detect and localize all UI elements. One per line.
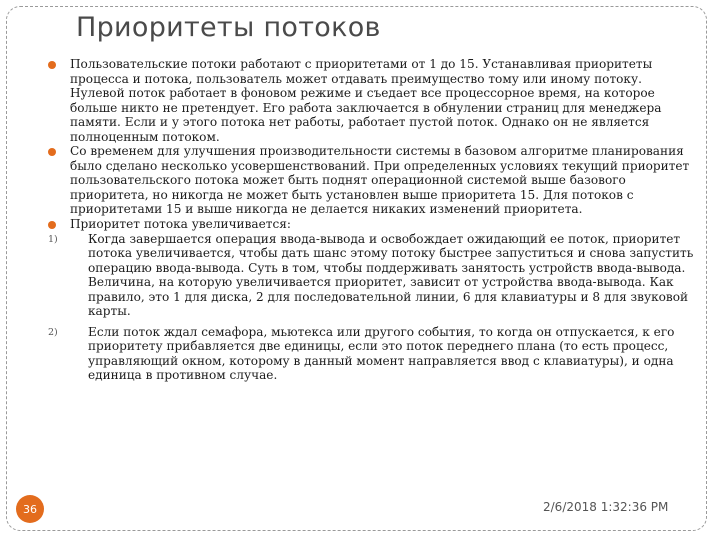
bullet-text: Приоритет потока увеличивается: (70, 217, 291, 232)
bullet-dot-icon (48, 148, 56, 156)
bullet-text: Пользовательские потоки работают с приоритетами от 1 до 15. Устанавливая приоритеты процесса и потока, пользователь может отдавать преимущество тому или иному потоку. Нулевой поток работает в фоновом режиме и съедает все процессорное время, на которое больше никто не претендует. Его работа заключается в обнулении страниц для менеджера памяти. Если и у этого потока нет работы, работает пустой поток. Однако он не является полноценным потоком. (70, 57, 662, 144)
bullet-item (46, 144, 694, 217)
bullet-item (46, 217, 694, 232)
numbered-item (46, 232, 694, 319)
item-text: Когда завершается операция ввода-вывода и освобождает ожидающий ее поток, приоритет потока увеличивается, чтобы дать шанс этому потоку быстрее запуститься и снова запустить операцию ввода-вывода. Суть в том, чтобы поддерживать занятость устройств ввода-вывода. Величина, на которую увеличивается приоритет, зависит от устройства ввода-вывода. Как правило, это 1 для диска, 2 для последовательной линии, 6 для клавиатуры и 8 для звуковой карты. (88, 231, 694, 319)
slide-title: Приоритеты потоков (76, 12, 381, 43)
bullet-item (46, 57, 694, 144)
bullet-dot-icon (48, 221, 56, 229)
item-number: 2) (48, 326, 58, 338)
slide-content (46, 57, 694, 383)
slide-date: 2/6/2018 1:32:36 PM (543, 500, 669, 514)
numbered-item (46, 325, 694, 383)
item-text: Если поток ждал семафора, мьютекса или другого события, то когда он отпускается, к его приоритету прибавляется две единицы, если это поток переднего плана (то есть процесс, управляющий окном, которому в данный момент направляется ввод с клавиатуры), и одна единица в противном случае. (88, 324, 675, 383)
item-number: 1) (48, 233, 58, 245)
bullet-text: Со временем для улучшения производительности системы в базовом алгоритме планирования было сделано несколько усовершенствований. При определенных условиях текущий приоритет пользовательского потока может быть поднят операционной системой выше базового приоритета, но никогда не может быть установлен выше приоритета 15. Для потоков с приоритетами 15 и выше никогда не делается никаких изменений приоритета. (70, 144, 690, 217)
page-number-badge: 36 (16, 495, 44, 523)
bullet-dot-icon (48, 61, 56, 69)
